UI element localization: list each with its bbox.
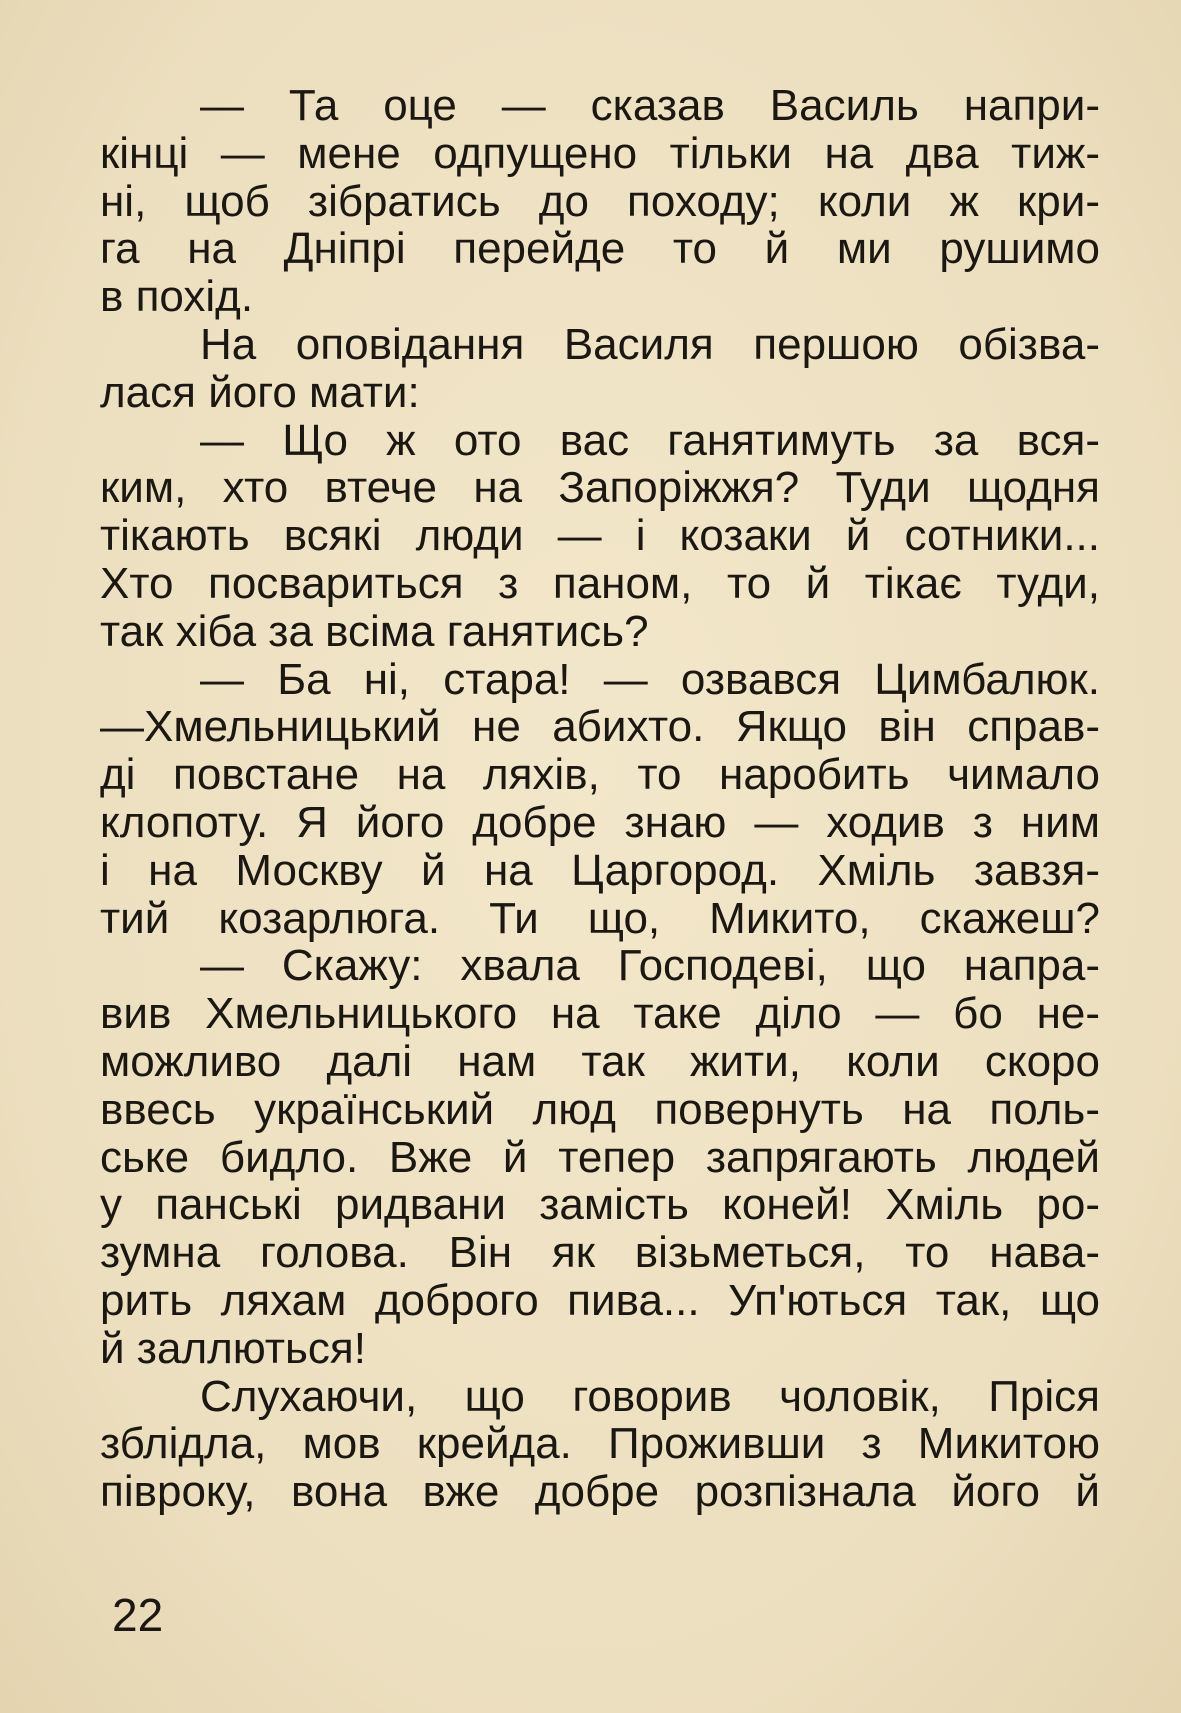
page-body-text — [100, 82, 1100, 1516]
page-number: 22 — [112, 1589, 164, 1641]
text-line: Слухаючи, що говорив чоловік, Пріся — [200, 1371, 1100, 1421]
text-line: ввесь український люд повернуть на поль- — [100, 1084, 1100, 1134]
text-line: — Та оце — сказав Василь напри- — [200, 81, 1100, 130]
text-line: в похід. — [100, 272, 254, 322]
text-line: вив Хмельницького на таке діло — бо не- — [100, 989, 1100, 1039]
text-line: і на Москву й на Царгород. Хміль завзя- — [100, 845, 1100, 895]
text-line: лася його мати: — [100, 367, 420, 417]
text-line: кінці — мене одпущено тільки на два тиж- — [100, 128, 1100, 178]
text-line: — Що ж ото вас ганятимуть за вся- — [200, 415, 1100, 465]
text-line: зумна голова. Він як візьметься, то нава- — [100, 1228, 1100, 1278]
text-line: ким, хто втече на Запоріжжя? Туди щодня — [100, 463, 1100, 513]
text-line: ді повстане на ляхів, то наробить чимало — [100, 750, 1100, 800]
text-line: зблідла, мов крейда. Проживши з Микитою — [100, 1419, 1100, 1469]
text-line: у панські ридвани замість коней! Хміль ро- — [100, 1180, 1100, 1230]
text-line: клопоту. Я його добре знаю — ходив з ним — [100, 797, 1100, 847]
text-line: так хіба за всіма ганятись? — [100, 606, 649, 656]
text-line: — Скажу: хвала Господеві, що напра- — [200, 941, 1100, 991]
text-line: півроку, вона вже добре розпізнала його й — [100, 1467, 1100, 1517]
text-line: На оповідання Василя першою обізва- — [200, 319, 1100, 369]
text-line: тікають всякі люди — і козаки й сотники... — [100, 511, 1100, 561]
text-line: ні, щоб зібратись до походу; коли ж кри- — [100, 176, 1100, 226]
text-line: рить ляхам доброго пива... Уп'ються так, що — [100, 1275, 1100, 1325]
text-line: Хто посвариться з паном, то й тікає туди, — [100, 558, 1100, 608]
text-line: —Хмельницький не абихто. Якщо він справ- — [100, 702, 1100, 752]
text-line: га на Дніпрі перейде то й ми рушимо — [100, 224, 1100, 274]
text-line: можливо далі нам так жити, коли скоро — [100, 1036, 1100, 1086]
text-line: — Ба ні, стара! — озвався Цимбалюк. — [200, 654, 1100, 704]
text-line: й заллються! — [100, 1323, 366, 1373]
text-line: ське бидло. Вже й тепер запрягають людей — [100, 1132, 1100, 1182]
text-line: тий козарлюга. Ти що, Микито, скажеш? — [100, 893, 1100, 943]
